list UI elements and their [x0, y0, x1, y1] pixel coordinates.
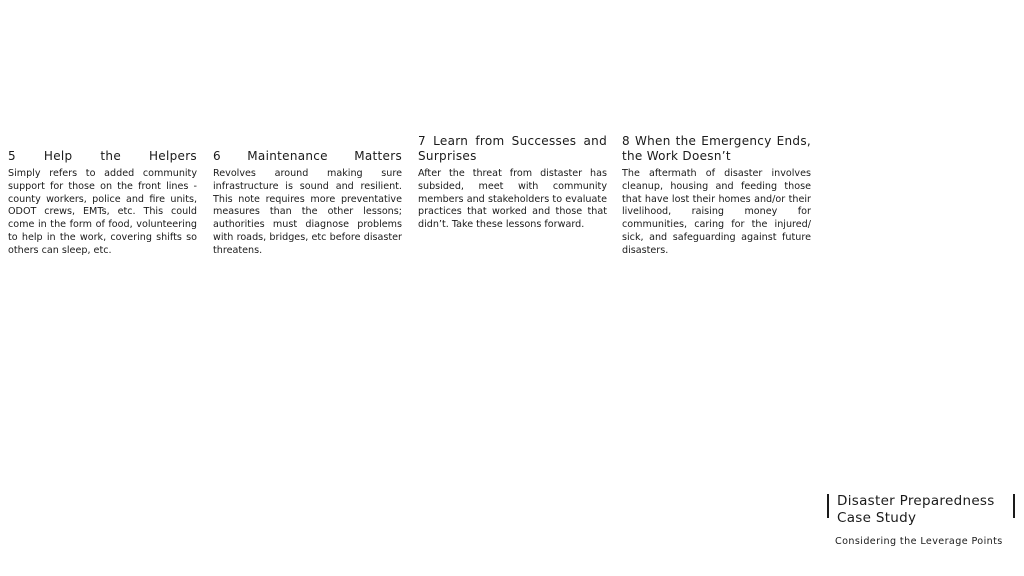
- lesson-body: After the threat from distaster has subsided, meet with community members and stakeholders to evaluate practices that worked and those that didn’t. Take these lessons forward.: [418, 168, 607, 231]
- lesson-heading: 6 Maintenance Matters: [213, 149, 402, 163]
- title-line-1: Disaster Preparedness: [837, 493, 995, 509]
- lesson-heading: 8 When the Emergency Ends, the Work Doesn’t: [622, 134, 811, 163]
- lesson-7: [418, 0, 607, 300]
- title-block: [827, 493, 1017, 526]
- lesson-heading: 5 Help the Helpers: [8, 149, 197, 163]
- title-bar-left: [827, 494, 829, 518]
- lesson-heading: 7 Learn from Successes and Surprises: [418, 134, 607, 163]
- lesson-body: Simply refers to added community support for those on the front lines - county workers, police and fire units, ODOT crews, EMTs, etc. This could come in the form of food, volunteering to help in the work, covering shifts so others can sleep, etc.: [8, 168, 197, 256]
- title-line-2: Case Study: [837, 510, 917, 526]
- title-bar-right: [1013, 494, 1015, 518]
- lesson-body: Revolves around making sure infrastructure is sound and resilient. This note requires more preventative measures than the other lessons; authorities must diagnose problems with roads, bridges, etc before disaster threatens.: [213, 168, 402, 256]
- document-subtitle: Considering the Leverage Points: [835, 536, 1003, 547]
- lesson-body: The aftermath of disaster involves cleanup, housing and feeding those that have lost their homes and/or their livelihood, raising money for communities, caring for the injured/ sick, and safeguarding against future disasters.: [622, 168, 811, 256]
- lessons-columns: [8, 0, 814, 300]
- lesson-6: [213, 0, 402, 300]
- lesson-8: [622, 0, 811, 300]
- lesson-5: [8, 0, 197, 300]
- document-title: [837, 493, 995, 527]
